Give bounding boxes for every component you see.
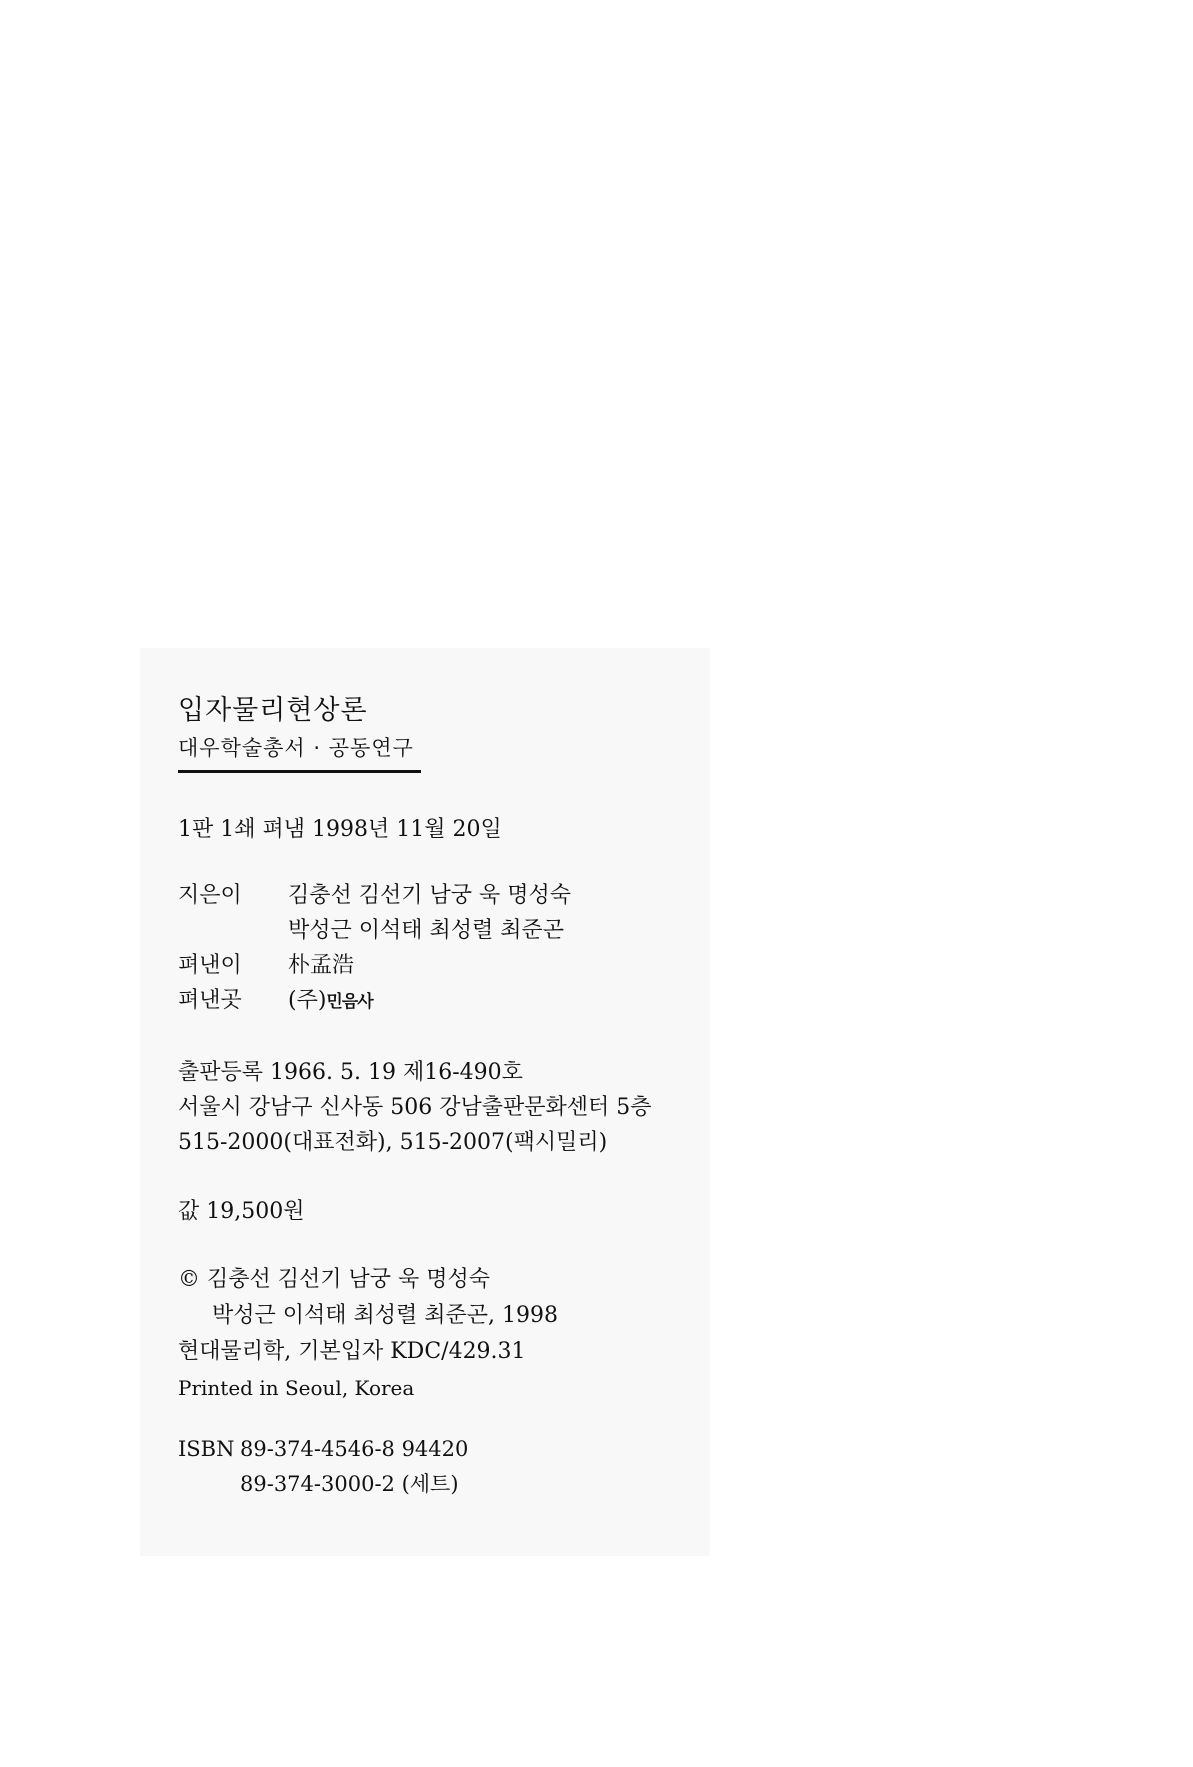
isbn-number-2: 89-374-3000-2 (세트)	[240, 1472, 459, 1496]
printed-in: Printed in Seoul, Korea	[178, 1376, 415, 1400]
publisher-label: 펴낸곳	[178, 988, 242, 1013]
publisher-address: 서울시 강남구 신사동 506 강남출판문화센터 5층	[178, 1095, 652, 1120]
isbn-label: ISBN	[178, 1437, 235, 1461]
publisher-value	[288, 983, 373, 1020]
copyright-section	[178, 1262, 558, 1406]
authors-label: 지은이	[178, 883, 242, 908]
credits-section	[178, 878, 571, 1020]
registration-section	[178, 1055, 652, 1160]
authors-line-2: 박성근 이석태 최성렬 최준곤	[288, 918, 565, 943]
edition-line: 1판 1쇄 펴냄 1998년 11월 20일	[178, 817, 502, 842]
price: 값 19,500원	[178, 1199, 305, 1224]
editor-value: 朴孟浩	[288, 953, 355, 978]
publisher-phone: 515-2000(대표전화), 515-2007(팩시밀리)	[178, 1130, 608, 1155]
copyright-line-1: © 김충선 김선기 남궁 욱 명성숙	[178, 1267, 490, 1292]
publisher-logo: 민음사	[326, 992, 373, 1012]
series-name: 대우학술총서 · 공동연구	[178, 736, 414, 760]
authors-line-1: 김충선 김선기 남궁 욱 명성숙	[288, 883, 571, 908]
editor-label: 펴낸이	[178, 953, 242, 978]
editor-row	[178, 948, 571, 983]
publisher-prefix: (주)	[288, 988, 327, 1013]
isbn-line-2	[178, 1467, 468, 1502]
classification: 현대물리학, 기본입자 KDC/429.31	[178, 1339, 526, 1364]
copyright-line-2: 박성근 이석태 최성렬 최준곤, 1998	[212, 1303, 558, 1328]
authors-row	[178, 878, 571, 948]
isbn-line-1	[178, 1432, 468, 1467]
authors-value	[288, 878, 571, 948]
registration-number: 출판등록 1966. 5. 19 제16-490호	[178, 1060, 523, 1085]
book-title: 입자물리현상론	[178, 695, 368, 726]
isbn-section	[178, 1432, 468, 1502]
publisher-row	[178, 983, 571, 1020]
isbn-number-1: 89-374-4546-8 94420	[240, 1437, 469, 1461]
title-divider	[178, 770, 421, 773]
